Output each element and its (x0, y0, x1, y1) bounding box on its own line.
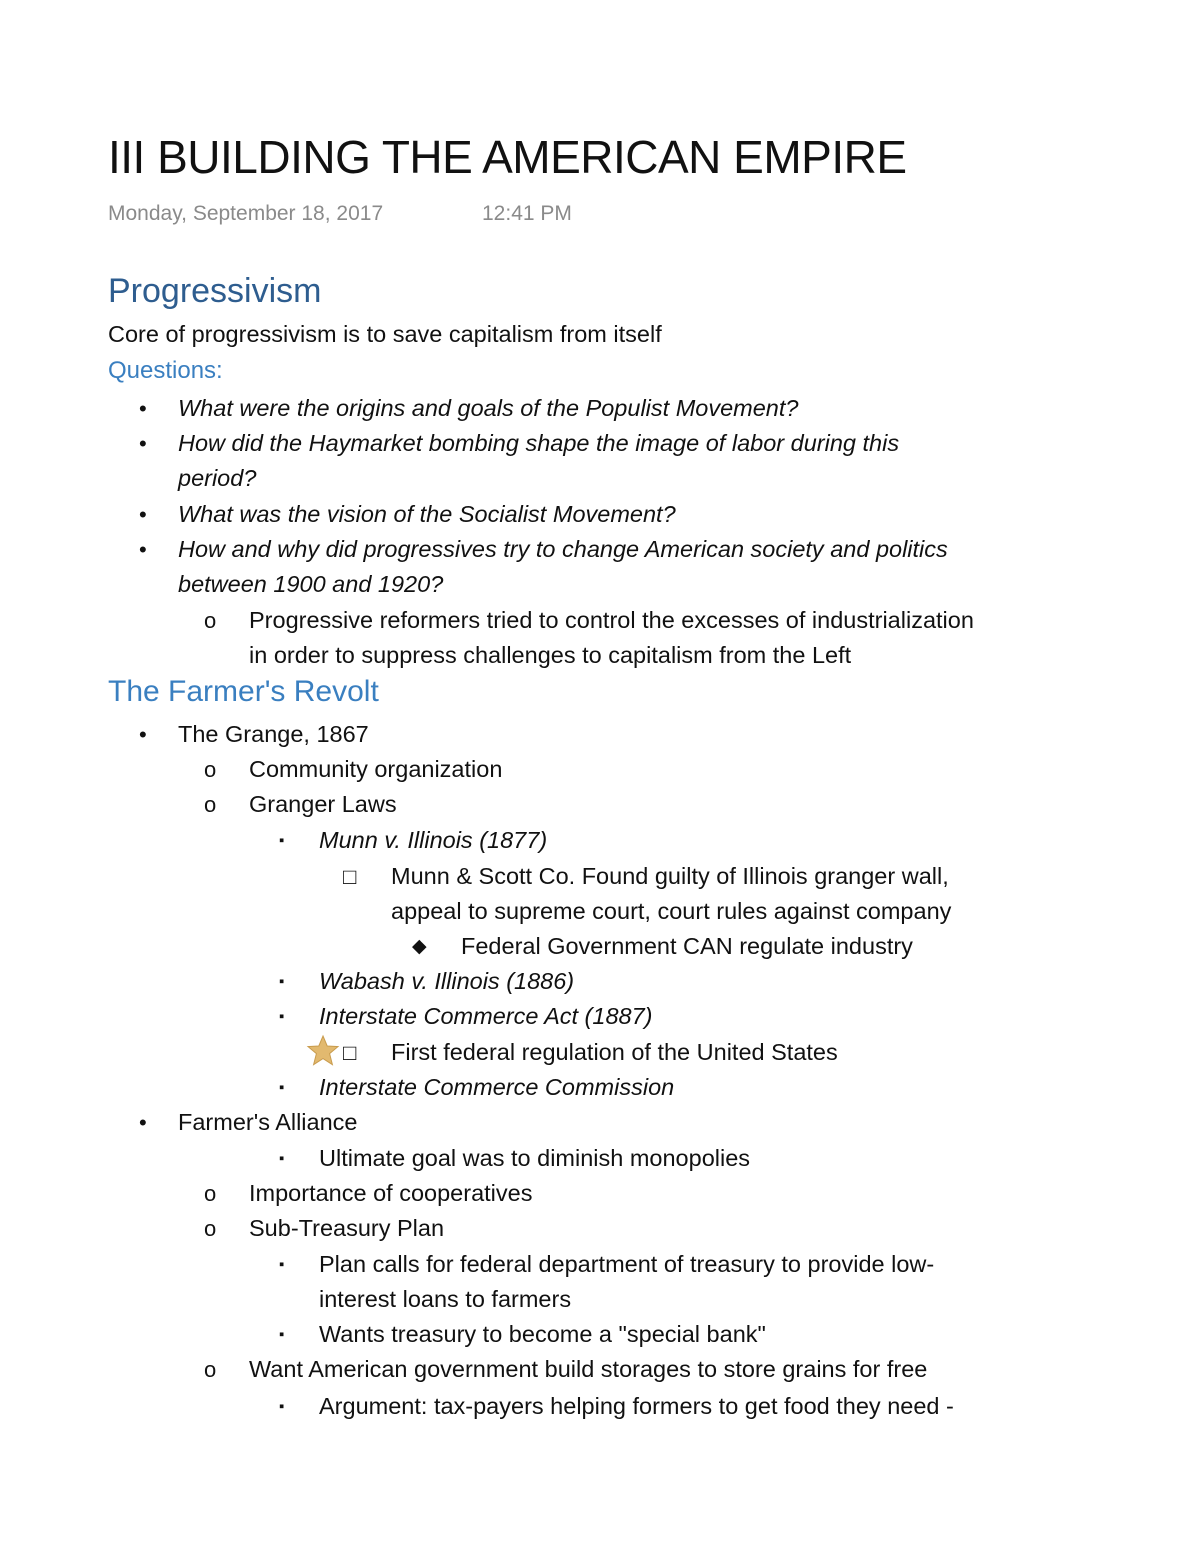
item-federal-can: Federal Government CAN regulate industry (461, 933, 913, 959)
bullet-dot: • (139, 537, 147, 562)
progressive-reformers-cont: in order to suppress challenges to capitalism from the Left (249, 642, 852, 668)
bullet-circle: o (204, 757, 217, 782)
bullet-dot: • (139, 502, 147, 527)
item-ica: Interstate Commerce Act (1887) (319, 1003, 653, 1029)
heading-farmers-revolt: The Farmer's Revolt (108, 675, 379, 708)
item-plan-calls-cont: interest loans to farmers (319, 1286, 572, 1312)
bullet-square: ▪ (279, 832, 285, 849)
bullet-box: □ (343, 864, 357, 889)
item-granger-laws: Granger Laws (249, 791, 397, 817)
page-date: Monday, September 18, 2017 (108, 202, 384, 225)
item-munn-detail-cont: appeal to supreme court, court rules against company (391, 898, 952, 924)
question-haymarket: How did the Haymarket bombing shape the image of labor during this (178, 430, 900, 456)
item-grange: The Grange, 1867 (178, 721, 369, 747)
star-icon (306, 1034, 340, 1068)
bullet-box: □ (343, 1040, 357, 1065)
bullet-dot: • (139, 431, 147, 456)
page-title: III BUILDING THE AMERICAN EMPIRE (108, 131, 907, 183)
question-progressives-cont: between 1900 and 1920? (178, 571, 444, 597)
bullet-square: ▪ (279, 1008, 285, 1025)
bullet-square: ▪ (279, 1326, 285, 1343)
item-first-federal: First federal regulation of the United States (391, 1039, 838, 1065)
bullet-square: ▪ (279, 1256, 285, 1273)
question-haymarket-cont: period? (178, 465, 257, 491)
item-cooperatives: Importance of cooperatives (249, 1180, 533, 1206)
bullet-square: ▪ (279, 1079, 285, 1096)
page-time: 12:41 PM (482, 202, 572, 225)
item-icc: Interstate Commerce Commission (319, 1074, 675, 1100)
question-populist: What were the origins and goals of the Populist Movement? (178, 395, 799, 421)
item-munn: Munn v. Illinois (1877) (319, 827, 548, 853)
item-wabash: Wabash v. Illinois (1886) (319, 968, 575, 994)
item-plan-calls: Plan calls for federal department of treasury to provide low- (319, 1251, 935, 1277)
bullet-circle: o (204, 1357, 217, 1382)
progressive-reformers: Progressive reformers tried to control the excesses of industrialization (249, 607, 974, 633)
bullet-dot: • (139, 1110, 147, 1135)
questions-label: Questions: (108, 357, 223, 384)
item-subtreasury: Sub-Treasury Plan (249, 1215, 445, 1241)
item-special-bank: Wants treasury to become a "special bank" (319, 1321, 766, 1347)
page-meta (108, 202, 572, 226)
bullet-square: ▪ (279, 973, 285, 990)
bullet-dot: • (139, 722, 147, 747)
item-munn-detail: Munn & Scott Co. Found guilty of Illinois granger wall, (391, 863, 949, 889)
bullet-square: ▪ (279, 1398, 285, 1415)
bullet-circle: o (204, 1181, 217, 1206)
bullet-circle: o (204, 1216, 217, 1241)
bullet-circle: o (204, 608, 217, 633)
item-ultimate-goal: Ultimate goal was to diminish monopolies (319, 1145, 751, 1171)
item-community: Community organization (249, 756, 503, 782)
item-argument: Argument: tax-payers helping formers to get food they need - (319, 1393, 954, 1419)
bullet-square: ▪ (279, 1150, 285, 1167)
question-progressives: How and why did progressives try to change American society and politics (178, 536, 948, 562)
progressivism-intro: Core of progressivism is to save capitalism from itself (108, 321, 662, 347)
item-alliance: Farmer's Alliance (178, 1109, 358, 1135)
bullet-dot: • (139, 396, 147, 421)
bullet-circle: o (204, 792, 217, 817)
bullet-diamond: ◆ (412, 936, 427, 957)
item-storages: Want American government build storages to store grains for free (249, 1356, 928, 1382)
heading-progressivism: Progressivism (108, 272, 322, 310)
question-socialist: What was the vision of the Socialist Movement? (178, 501, 676, 527)
